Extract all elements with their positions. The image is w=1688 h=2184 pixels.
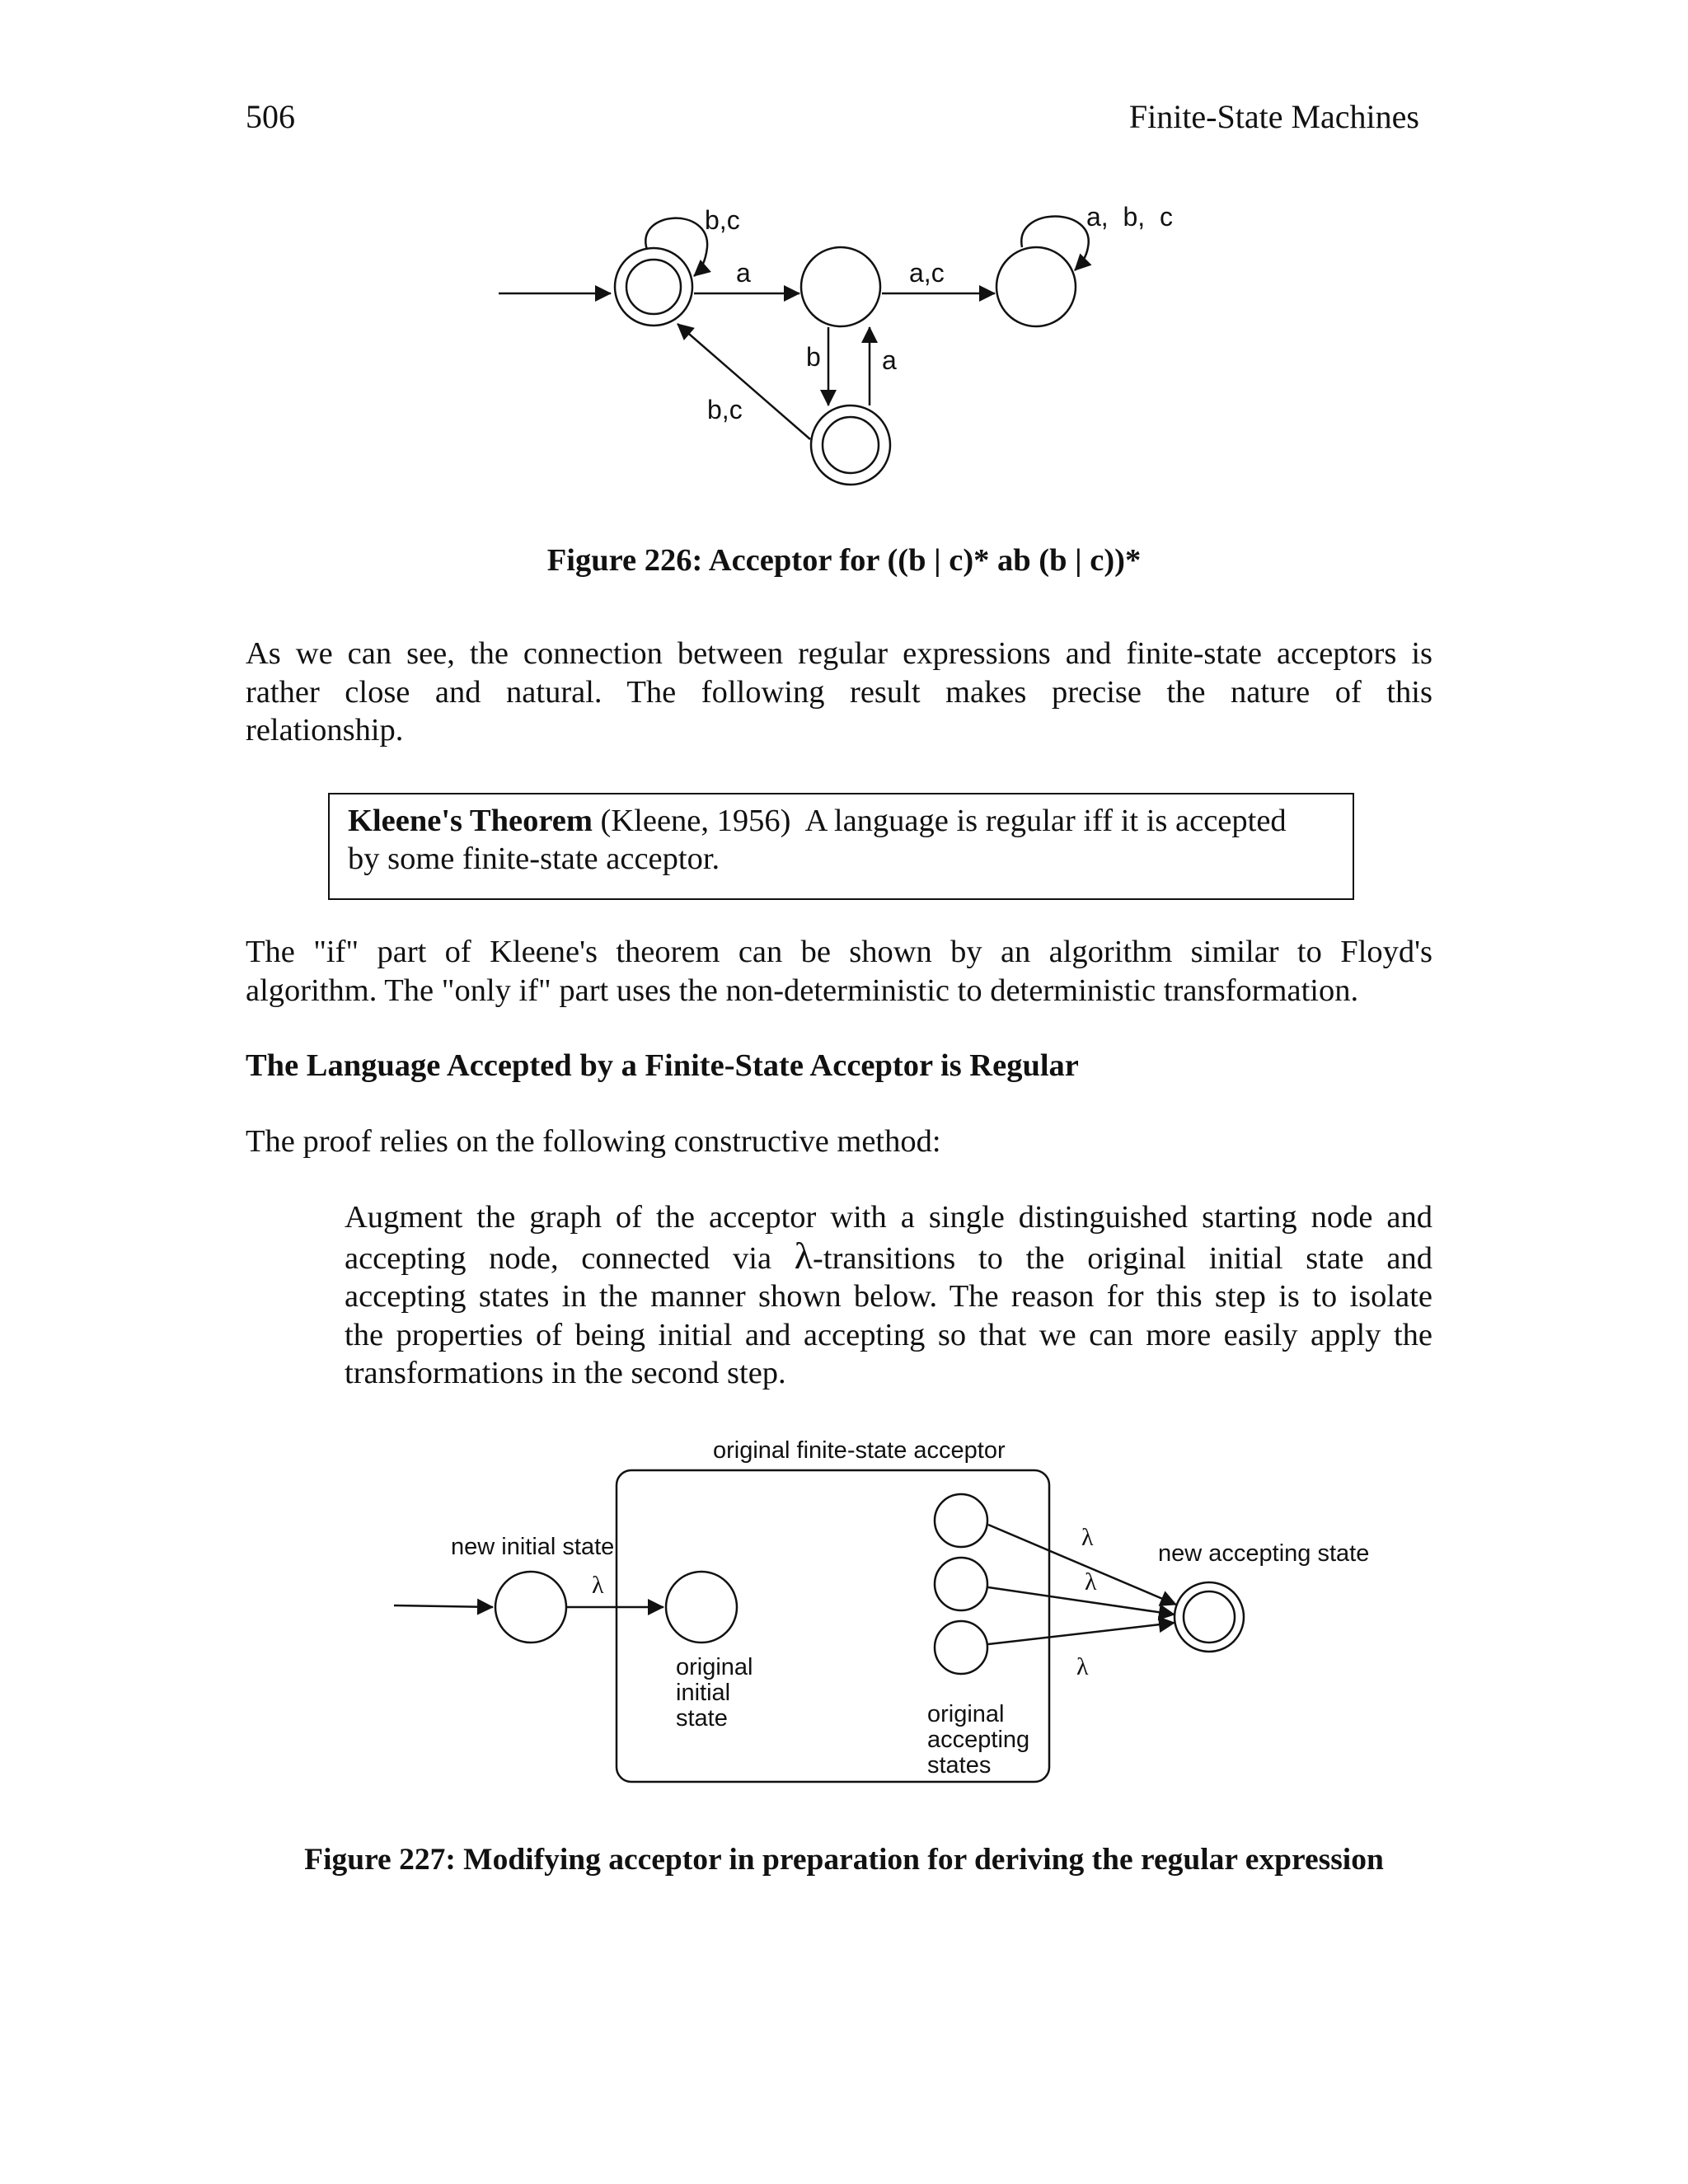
paragraph-1-line-2: rather close and natural. The following result makes precise the nature of this — [246, 674, 1432, 710]
indented-line-2 — [345, 1234, 1432, 1278]
page-number: 506 — [246, 98, 295, 135]
edge-accept-start — [678, 324, 810, 439]
theorem-statement: A language is regular iff it is accepted — [804, 804, 1287, 838]
indented-line-5: transformations in the second step. — [345, 1356, 786, 1390]
label-loop-start: b,c — [705, 205, 740, 235]
original-accepting-state-1 — [935, 1494, 987, 1547]
indented-line-4: the properties of being initial and accepting so that we can more easily apply the — [345, 1317, 1432, 1352]
orig-initial-line-3: state — [676, 1705, 728, 1732]
orig-accepting-line-1: original — [927, 1701, 1005, 1727]
entry-arrow-227 — [394, 1605, 493, 1607]
paragraph-2-line-2: algorithm. The "only if" part uses the non-deterministic to deterministic transformation. — [246, 972, 1359, 1008]
new-accepting-outer — [1175, 1582, 1244, 1652]
original-accepting-state-2 — [935, 1558, 987, 1610]
orig-accepting-line-2: accepting — [927, 1727, 1030, 1753]
indented-line-2-b: -transitions to the original initial state and — [813, 1240, 1432, 1276]
state-start-inner — [626, 260, 681, 314]
state-accept-inner — [823, 417, 879, 473]
lambda-accept-1: λ — [1081, 1524, 1094, 1551]
new-initial-state — [495, 1572, 566, 1643]
figure-226-caption: Figure 226: Acceptor for ((b | c)* ab (b | c))* — [546, 543, 1142, 578]
paragraph-1-line-3: relationship. — [246, 713, 404, 748]
original-initial-state — [666, 1572, 737, 1643]
lambda-initial: λ — [592, 1572, 604, 1599]
paragraph-2 — [246, 933, 1432, 1010]
new-initial-label: new initial state — [451, 1534, 615, 1560]
running-title: Finite-State Machines — [1128, 98, 1419, 135]
figure-226-diagram — [0, 0, 1688, 577]
theorem-citation: (Kleene, 1956) — [600, 804, 791, 838]
paragraph-1 — [246, 635, 1432, 750]
theorem-statement-cont: by some finite-state acceptor. — [348, 841, 720, 876]
lambda-accept-3: λ — [1076, 1653, 1089, 1680]
theorem-name: Kleene's Theorem — [348, 804, 593, 838]
label-accept-middle: a — [882, 345, 897, 375]
orig-accepting-line-3: states — [927, 1752, 992, 1779]
label-dead-loop: a, b, c — [1086, 202, 1173, 232]
indented-paragraph — [345, 1198, 1432, 1393]
new-accepting-label: new accepting state — [1158, 1540, 1370, 1567]
paragraph-2-line-1: The "if" part of Kleene's theorem can be shown by an algorithm similar to Floyd's — [246, 935, 1432, 969]
lambda-accept-2: λ — [1085, 1568, 1097, 1596]
label-start-middle: a — [736, 258, 751, 288]
figure-227-caption: Figure 227: Modifying acceptor in preparation for deriving the regular expression — [304, 1843, 1384, 1877]
label-middle-accept: b — [806, 342, 821, 372]
indented-line-1: Augment the graph of the acceptor with a single distinguished starting node and — [345, 1200, 1432, 1235]
paragraph-3: The proof relies on the following constructive method: — [246, 1124, 941, 1159]
section-heading: The Language Accepted by a Finite-State Acceptor is Regular — [246, 1048, 1079, 1083]
state-dead — [996, 247, 1076, 326]
indented-line-3: accepting states in the manner shown below. The reason for this step is to isolate — [345, 1279, 1432, 1314]
lambda-symbol: λ — [794, 1234, 814, 1277]
state-middle — [801, 247, 880, 326]
box-title: original finite-state acceptor — [713, 1437, 1006, 1464]
new-accepting-inner — [1184, 1591, 1235, 1643]
orig-initial-line-1: original — [676, 1654, 753, 1680]
indented-line-2-a: accepting node, connected via — [345, 1240, 772, 1276]
paragraph-1-line-1: As we can see, the connection between regular expressions and finite-state acceptors is — [246, 636, 1432, 671]
loop-dead-arrow — [1021, 217, 1088, 271]
edge-accept-3 — [988, 1623, 1175, 1644]
theorem-box — [328, 793, 1354, 900]
label-middle-dead: a,c — [909, 258, 945, 288]
orig-initial-line-2: initial — [676, 1680, 731, 1706]
label-accept-start: b,c — [707, 395, 743, 424]
original-accepting-state-3 — [935, 1621, 987, 1674]
figure-227-diagram — [0, 1401, 1688, 1813]
